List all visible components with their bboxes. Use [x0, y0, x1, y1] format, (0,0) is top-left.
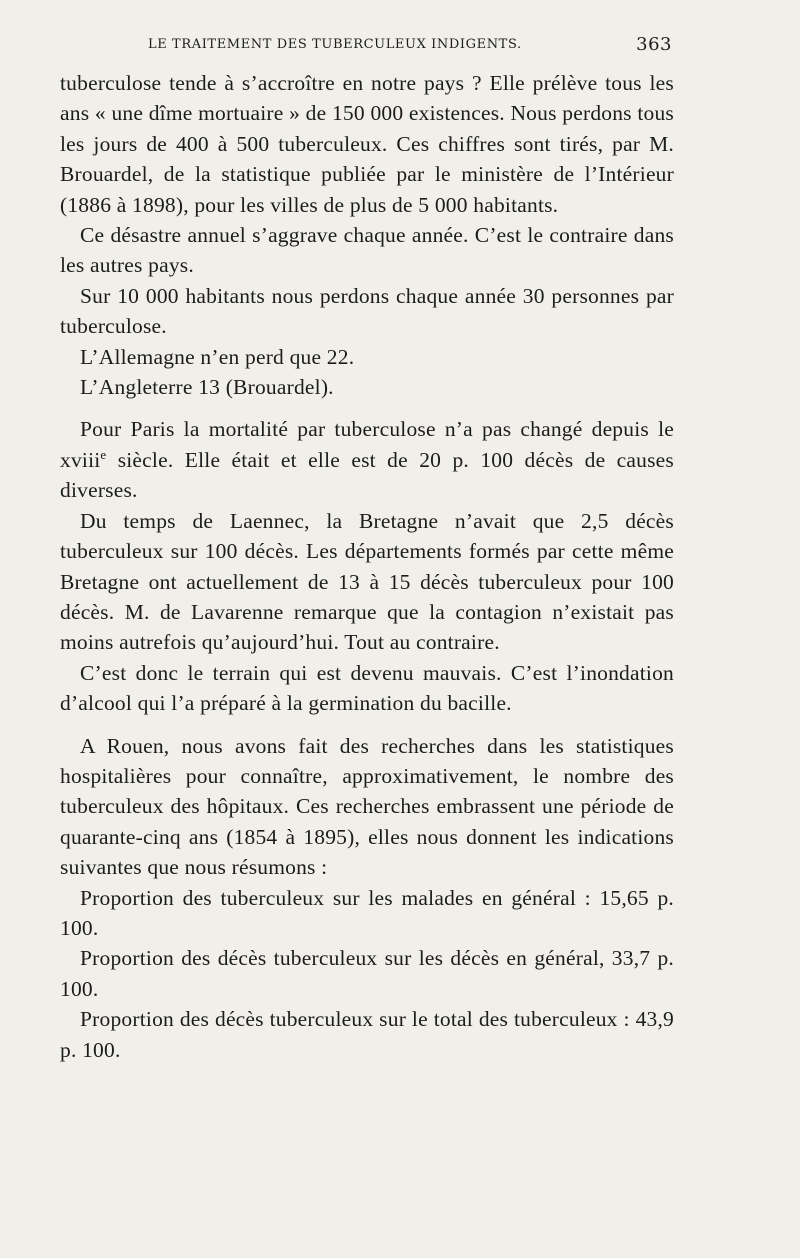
paragraph-1: tuberculose tende à s’accroître en notre pays ? Elle prélève tous les ans « une dîme mortuaire » de 150 000 existences. Nous perdons tous les jours de 400 à 500 tuberculeux. Ces chiffres sont tirés, par M. Brouardel, de la statistique publiée par le ministère de l’Intérieur (1886 à 1898), pour les villes de plus de 5 000 habitants. [60, 71, 674, 217]
paragraph-7: Du temps de Laennec, la Bretagne n’avait que 2,5 décès tuberculeux sur 100 décès. Les départements formés par cette même Bretagne ont actuellement de 13 à 15 décès tuberculeux pour 100 décès. M. de Lavarenne remarque que la contagion n’existait pas moins autrefois qu’aujourd’hui. Tout au contraire. [60, 508, 674, 655]
paragraph-9: A Rouen, nous avons fait des recherches dans les statistiques hospitalières pour connaître, approximativement, le nombre des tuberculeux des hôpitaux. Ces recherches embrassent une période de quarante-cinq ans (1854 à 1895), elles nous donnent les indications suivantes que nous résumons : [60, 733, 674, 880]
paragraph-6-end: siècle. Elle était et elle est de 20 p. 100 décès de causes diverses. [60, 447, 674, 503]
century-roman: xviii [60, 447, 101, 472]
running-title: LE TRAITEMENT DES TUBERCULEUX INDIGENTS. [148, 37, 522, 52]
paragraph-3: Sur 10 000 habitants nous perdons chaque année 30 personnes par tuberculose. [60, 283, 674, 339]
page-number: 363 [636, 34, 672, 55]
paragraph-5: L’Angleterre 13 (Brouardel). [80, 375, 334, 400]
running-header [148, 34, 672, 62]
paragraph-8: C’est donc le terrain qui est devenu mauvais. C’est l’inondation d’alcool qui l’a préparé à la germination du bacille. [60, 660, 674, 716]
paragraph-4: L’Allemagne n’en perd que 22. [80, 344, 355, 369]
paragraph-6-start: Pour Paris la mortalité par tuberculose n’a pas changé depuis le [80, 417, 674, 442]
paragraph-11: Proportion des décès tuberculeux sur les décès en général, 33,7 p. 100. [60, 946, 674, 1001]
paragraph-6 [60, 414, 674, 505]
paragraph-10: Proportion des tuberculeux sur les malades en général : 15,65 p. 100. [60, 885, 674, 940]
body-text [60, 68, 674, 1065]
paragraph-12: Proportion des décès tuberculeux sur le total des tuberculeux : 43,9 p. 100. [60, 1007, 674, 1062]
century-superscript: e [100, 447, 107, 462]
paragraph-2: Ce désastre annuel s’aggrave chaque année. C’est le contraire dans les autres pays. [60, 223, 674, 278]
